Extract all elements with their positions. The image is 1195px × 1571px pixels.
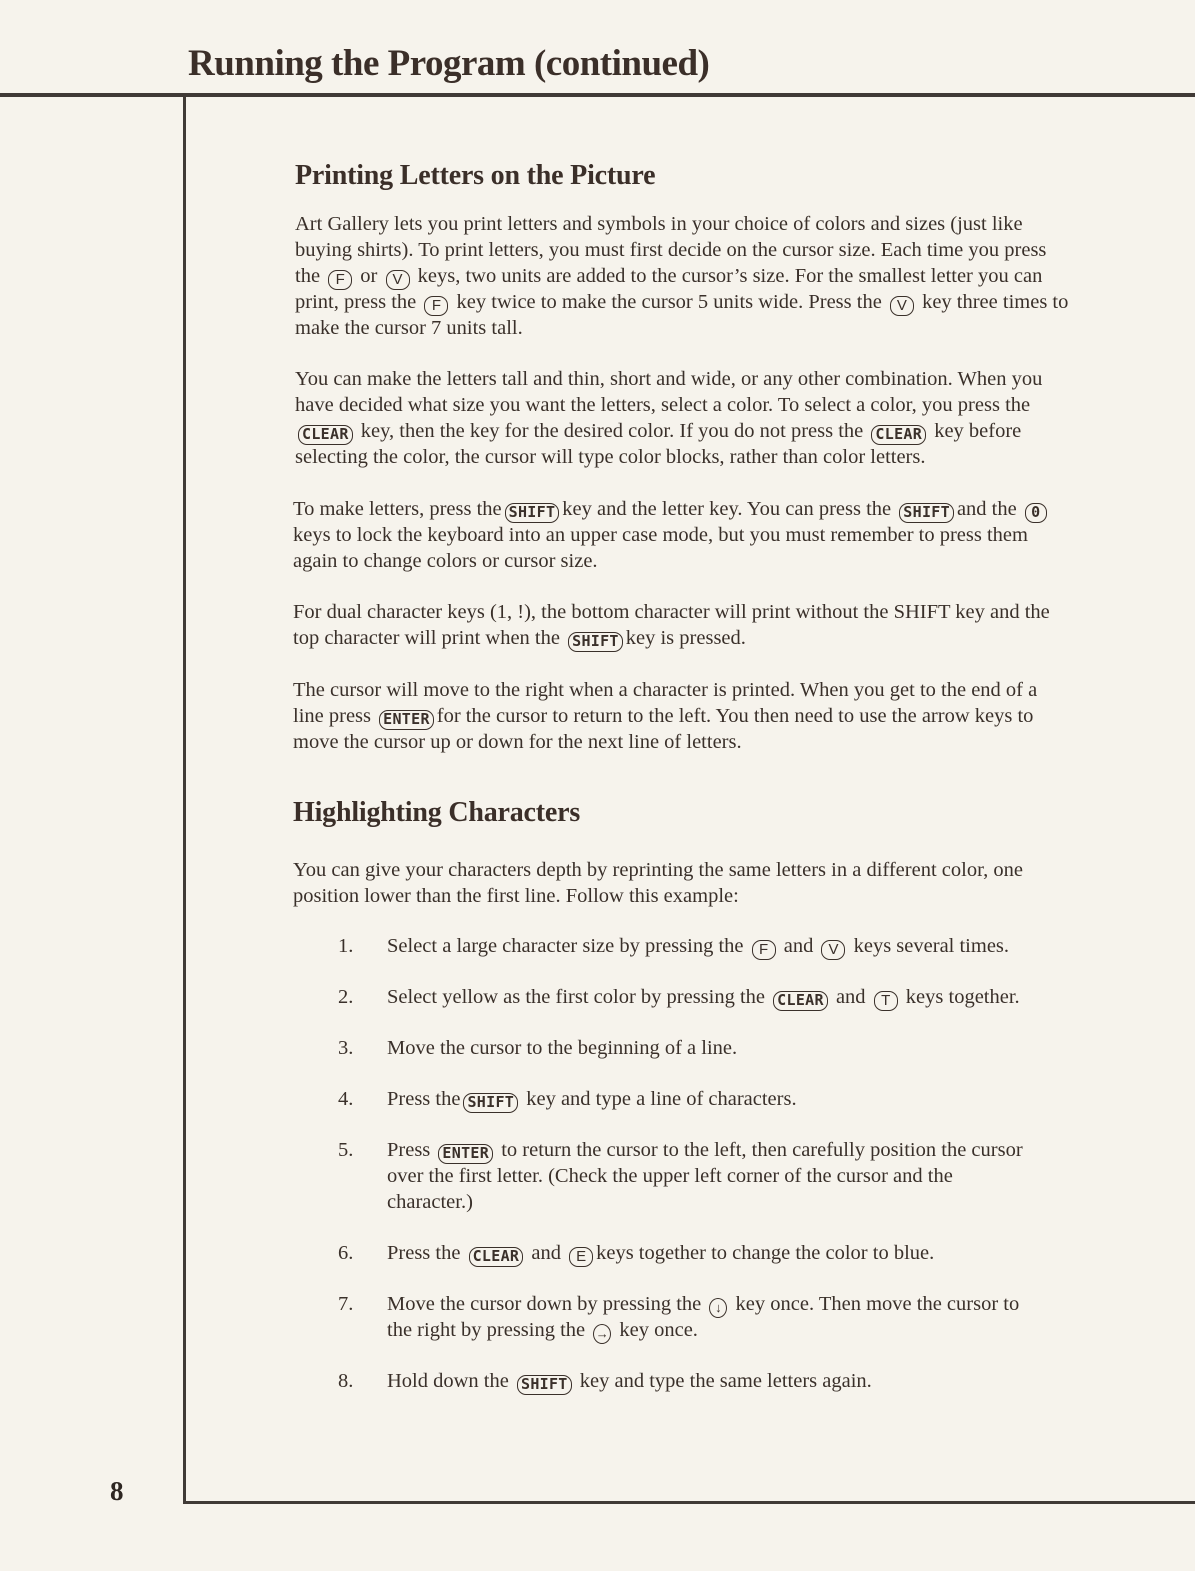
text: For dual character keys (1, !), the bottom character will print without the SHIFT key and the top character will print when the <box>293 601 1050 650</box>
key-shift-icon: SHIFT <box>463 1093 518 1113</box>
text: and <box>531 1241 561 1264</box>
key-v-icon: V <box>821 940 845 960</box>
text: key before selecting the color, the cursor will type color blocks, rather than color letters. <box>295 419 1022 468</box>
frame-bottom-border <box>183 1501 1195 1504</box>
key-f-icon: F <box>752 940 776 960</box>
text: and <box>835 986 866 1009</box>
step-text <box>387 934 1027 960</box>
down-arrow-key-icon: ↓ <box>709 1298 727 1318</box>
text: To make letters, press the <box>293 497 502 520</box>
paragraph-select-color <box>295 367 1073 470</box>
step-text <box>387 985 1027 1011</box>
text: key is pressed. <box>625 627 746 650</box>
step-number: 2. <box>338 986 354 1009</box>
steps-list <box>293 934 1073 1394</box>
list-item <box>293 1087 1073 1113</box>
key-shift-icon: SHIFT <box>517 1375 572 1395</box>
step-number: 5. <box>338 1139 354 1162</box>
title-rule <box>0 93 1195 97</box>
list-item <box>293 1241 1073 1267</box>
key-e-icon: E <box>569 1247 593 1267</box>
key-f-icon: F <box>328 270 352 290</box>
text: key, then the key for the desired color. If you do not press the <box>360 419 864 442</box>
text: keys several times. <box>853 935 1010 958</box>
list-item <box>293 1138 1073 1216</box>
key-shift-icon: SHIFT <box>568 632 623 652</box>
step-number: 7. <box>338 1292 354 1315</box>
section-heading-highlighting: Highlighting Characters <box>293 796 581 828</box>
text: You can make the letters tall and thin, short and wide, or any other combination. When you have decided what size you want the letters, select a color. To select a color, you press the <box>295 368 1043 417</box>
list-item <box>293 1036 1073 1062</box>
text: Hold down the <box>387 1369 509 1392</box>
list-item <box>293 985 1073 1011</box>
step-number: 6. <box>338 1241 354 1264</box>
step-number: 3. <box>338 1037 354 1060</box>
text: keys together to change the color to blue. <box>596 1241 935 1264</box>
page-number: 8 <box>110 1476 124 1506</box>
text: Press the <box>387 1088 461 1111</box>
list-item <box>293 1292 1073 1344</box>
key-enter-icon: ENTER <box>379 710 434 730</box>
step-text <box>387 1292 1027 1344</box>
text: Press <box>387 1139 431 1162</box>
key-f-icon: F <box>424 296 448 316</box>
key-shift-icon: SHIFT <box>505 503 560 523</box>
key-v-icon: V <box>386 270 410 290</box>
text: Select yellow as the first color by pressing the <box>387 986 766 1009</box>
text: keys, two units are added to the cursor’s size. For the smallest letter you can print, press the <box>295 264 1043 313</box>
step-text <box>387 1241 1027 1267</box>
text: key twice to make the cursor 5 units wide. Press the <box>456 290 882 313</box>
list-item <box>293 934 1073 960</box>
key-enter-icon: ENTER <box>438 1144 493 1164</box>
text: and <box>783 935 814 958</box>
text: Select a large character size by pressing the <box>387 935 744 958</box>
text: for the cursor to return to the left. You then need to use the arrow keys to move the cursor up or down for the next line of letters. <box>293 704 1034 753</box>
step-text <box>387 1087 1027 1113</box>
text: key once. <box>619 1318 698 1341</box>
paragraph-cursor-movement <box>293 678 1073 756</box>
step-text <box>387 1036 1027 1062</box>
text: Move the cursor down by pressing the <box>387 1292 702 1315</box>
text: key and type the same letters again. <box>579 1369 872 1392</box>
list-item <box>293 1369 1073 1395</box>
key-v-icon: V <box>890 296 914 316</box>
key-clear-icon: CLEAR <box>298 425 353 445</box>
text: to return the cursor to the left, then carefully position the cursor over the first letter. (Check the upper left corner of the cursor and the character.) <box>387 1139 1023 1213</box>
key-shift-icon: SHIFT <box>899 503 954 523</box>
step-number: 8. <box>338 1369 354 1392</box>
section-heading-printing-letters: Printing Letters on the Picture <box>295 160 656 191</box>
text: or <box>360 264 378 287</box>
step-text <box>387 1138 1027 1216</box>
text: The cursor will move to the right when a character is printed. When you get to the end of a line press <box>293 679 1038 727</box>
step-number: 4. <box>338 1088 354 1111</box>
text: keys together. <box>905 986 1020 1009</box>
step-text <box>387 1369 1027 1395</box>
text: Press the <box>387 1241 461 1264</box>
paragraph-cursor-size <box>295 212 1073 341</box>
text: key three times to make the cursor 7 units tall. <box>295 290 1069 339</box>
key-clear-icon: CLEAR <box>469 1247 524 1267</box>
frame-left-border <box>183 96 186 1504</box>
page-content <box>293 160 1073 1420</box>
text: key once. Then move the cursor to the right by pressing the <box>387 1292 1020 1341</box>
right-arrow-key-icon: → <box>593 1324 611 1344</box>
key-t-icon: T <box>874 991 898 1011</box>
text: and the <box>956 497 1017 520</box>
paragraph-highlighting-intro: You can give your characters depth by reprinting the same letters in a different color, one position lower than the first line. Follow this example: <box>293 858 1023 907</box>
page-title: Running the Program (continued) <box>188 43 710 84</box>
paragraph-make-letters <box>293 497 1073 575</box>
text: Move the cursor to the beginning of a line. <box>387 1037 738 1060</box>
text: Art Gallery lets you print letters and symbols in your choice of colors and sizes (just like buying shirts). To print letters, you must first decide on the cursor size. Each time you press the <box>295 213 1047 287</box>
paragraph-dual-character-keys <box>293 600 1073 652</box>
key-zero-icon: 0 <box>1025 503 1047 523</box>
key-clear-icon: CLEAR <box>773 991 828 1011</box>
text: key and the letter key. You can press the <box>562 497 892 520</box>
text: keys to lock the keyboard into an upper case mode, but you must remember to press them again to change colors or cursor size. <box>293 523 1028 572</box>
step-number: 1. <box>338 935 354 958</box>
text: key and type a line of characters. <box>526 1088 797 1111</box>
key-clear-icon: CLEAR <box>871 425 926 445</box>
